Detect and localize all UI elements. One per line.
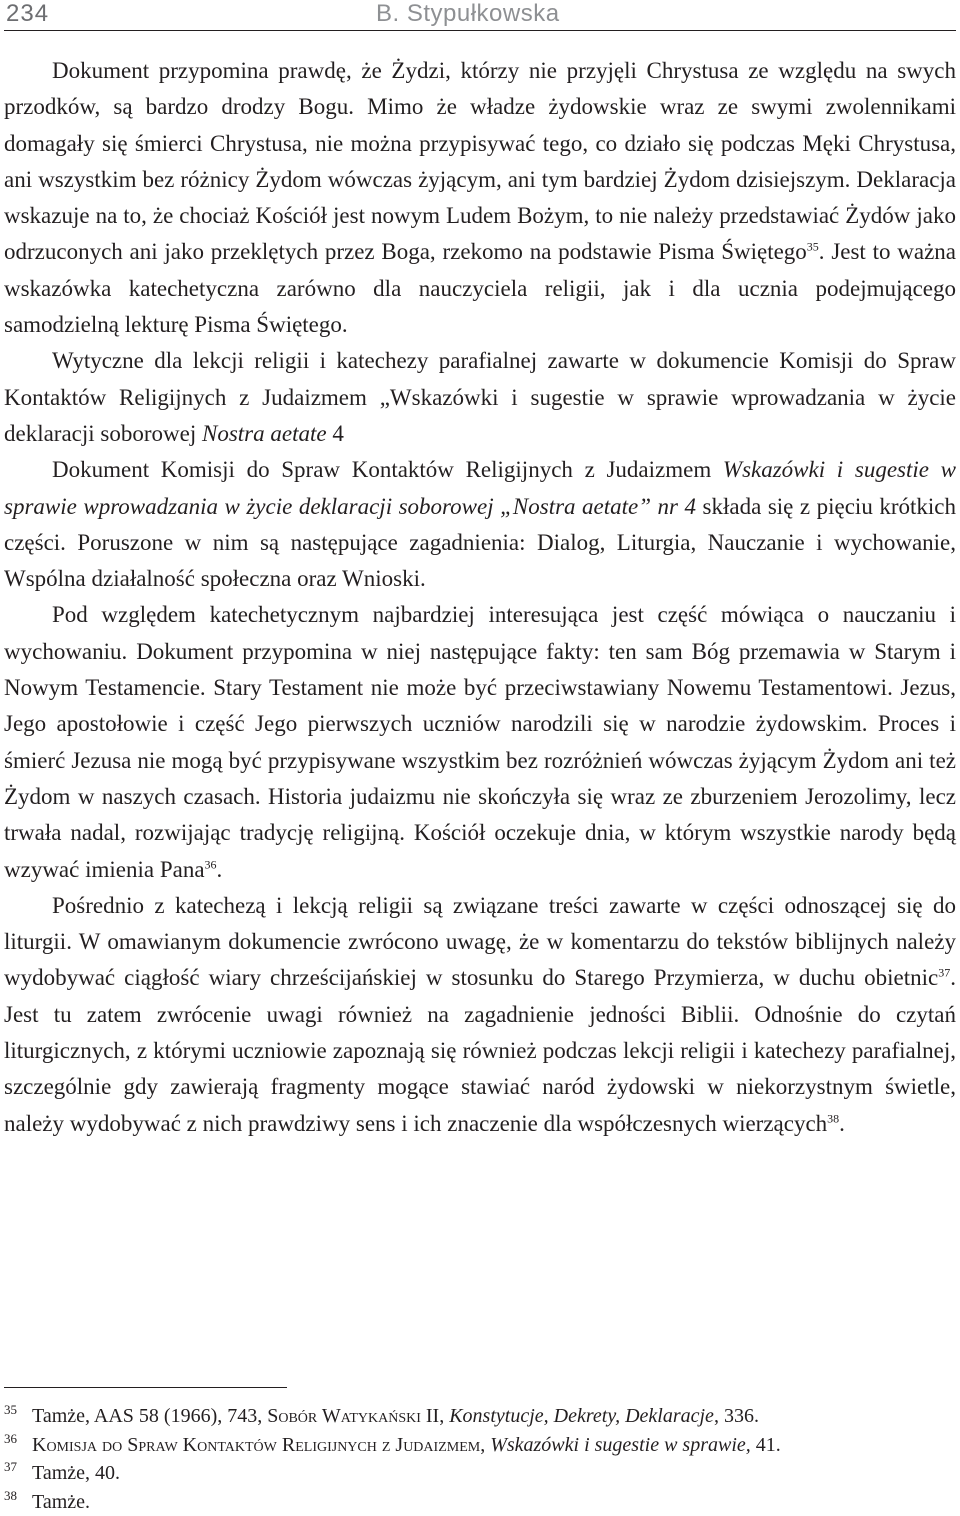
page-number: 234	[6, 0, 49, 28]
text-run: .	[217, 857, 223, 882]
paragraph-5	[4, 888, 956, 1142]
running-head-author: B. Stypułkowska	[376, 0, 560, 28]
footnote-title: Konstytucje, Dekrety, Deklaracje	[449, 1405, 714, 1427]
footnote-ref-35: 35	[807, 240, 819, 254]
text-run: Pośrednio z katechezą i lekcją religii są związane treści zawarte w części odnoszącej się do liturgii. W omawianym dokumencie zwrócono uwagę, że w komentarzu do tekstów biblijnych należy wydobywać ciągłość wiary chrześcijańskiej w stosunku do Starego Przymierza, w duchu obietnic	[4, 893, 956, 991]
footnote-ref-38: 38	[827, 1111, 839, 1125]
footnote-author: Sobór Watykański	[267, 1405, 421, 1427]
text-run: Dokument Komisji do Spraw Kontaktów Religijnych z Judaizmem	[52, 457, 723, 482]
footnote-37: 37 Tamże, 40.	[4, 1459, 956, 1488]
paragraph-1	[4, 53, 956, 343]
footnote-text: 41.	[751, 1434, 781, 1456]
text-run: . Jest to ważna wskazówka katechetyczna zarówno dla nauczyciela religii, jak i dla ucznia podejmującego samodzielną lekturę Pisma Świętego.	[4, 239, 956, 337]
text-run: składa się z pięciu krótkich części. Poruszone w nim są następujące zagadnienia: Dialog, Liturgia, Nauczanie i wychowanie, Wspólna działalność społeczna oraz Wnioski.	[4, 494, 956, 592]
text-run: 4	[327, 421, 344, 446]
paragraph-2	[4, 343, 956, 452]
footnote-text: , 336.	[714, 1405, 759, 1427]
footnote-ref-36: 36	[205, 857, 217, 871]
footnotes	[4, 1402, 956, 1516]
text-run: .	[839, 1111, 845, 1136]
footnote-divider	[4, 1387, 287, 1388]
footnote-author: Komisja do Spraw Kontaktów Religijnych z Judaizmem	[32, 1434, 480, 1456]
footnote-38: 38 Tamże.	[4, 1488, 956, 1516]
italic-title: Nostra aetate	[202, 421, 327, 446]
footnote-ref-37: 37	[938, 966, 950, 980]
page-header	[4, 0, 956, 31]
footnote-35: 35 Tamże, AAS 58 (1966), 743, Sobór Watykański II, Konstytucje, Dekrety, Deklaracje, 336.	[4, 1402, 956, 1431]
footnote-36: 36 Komisja do Spraw Kontaktów Religijnych z Judaizmem, Wskazówki i sugestie w sprawie, 41.	[4, 1431, 956, 1460]
italic-title: Wskazówki i sugestie w sprawie wprowadzania w życie deklaracji soborowej „Nostra aetate” nr 4	[4, 457, 956, 518]
text-run: Wytyczne dla lekcji religii i katechezy parafialnej zawarte w dokumencie Komisji do Spraw Kontaktów Religijnych z Judaizmem „Wskazówki i sugestie w sprawie wprowadzania w życie deklaracji soborowej	[4, 348, 956, 446]
paragraph-4	[4, 597, 956, 887]
paragraph-3	[4, 452, 956, 597]
footnote-text: Tamże.	[32, 1491, 90, 1513]
text-run: Pod względem katechetycznym najbardziej interesująca jest część mówiąca o nauczaniu i wychowaniu. Dokument przypomina w niej następujące fakty: ten sam Bóg przemawia w Starym i Nowym Testamencie. Stary Testament nie może być przeciwstawiany Nowemu Testamentowi. Jezus, Jego apostołowie i część Jego pierwszych uczniów narodzili się w narodzie żydowskim. Proces i śmierć Jezusa nie mogą być przypisywane wszystkim bez rozróżnień wówczas żyjącym Żydom ani też Żydom w naszych czasach. Historia judaizmu nie skończyła się wraz ze zburzeniem Jerozolimy, lecz trwała nadal, rozwijając tradycję religijną. Kościół oczekuje dnia, w którym wszystkie narody będą wzywać imienia Pana	[4, 602, 956, 881]
text-run: . Jest tu zatem zwrócenie uwagi również na zagadnienie jedności Biblii. Odnośnie do czytań liturgicznych, z którymi uczniowie zapoznają się również podczas lekcji religii i katechezy parafialnej, szczególnie gdy zawierają fragmenty mogące stawiać naród żydowski w niekorzystnym świetle, należy wydobywać z nich prawdziwy sens i ich znaczenie dla współczesnych wierzących	[4, 965, 956, 1135]
footnote-text: Tamże, 40.	[32, 1462, 120, 1484]
text-run: Dokument przypomina prawdę, że Żydzi, którzy nie przyjęli Chrystusa ze względu na swych przodków, są bardzo drodzy Bogu. Mimo że władze żydowskie wraz ze swymi zwolennikami domagały się śmierci Chrystusa, nie można przypisywać tego, co działo się podczas Męki Chrystusa, ani wszystkim bez różnicy Żydom wówczas żyjącym, ani tym bardziej Żydom dzisiejszym. Deklaracja wskazuje na to, że chociaż Kościół jest nowym Ludem Bożym, to nie należy przedstawiać Żydów jako odrzuconych ani jako przeklętych przez Boga, rzekomo na podstawie Pisma Świętego	[4, 58, 956, 264]
footnote-text: Tamże, AAS 58 (1966), 743,	[32, 1405, 267, 1427]
footnote-title: Wskazówki i sugestie w sprawie,	[490, 1434, 751, 1456]
footnote-text: ,	[480, 1434, 490, 1456]
footnote-text: II,	[421, 1405, 449, 1427]
body-text	[4, 53, 956, 1142]
